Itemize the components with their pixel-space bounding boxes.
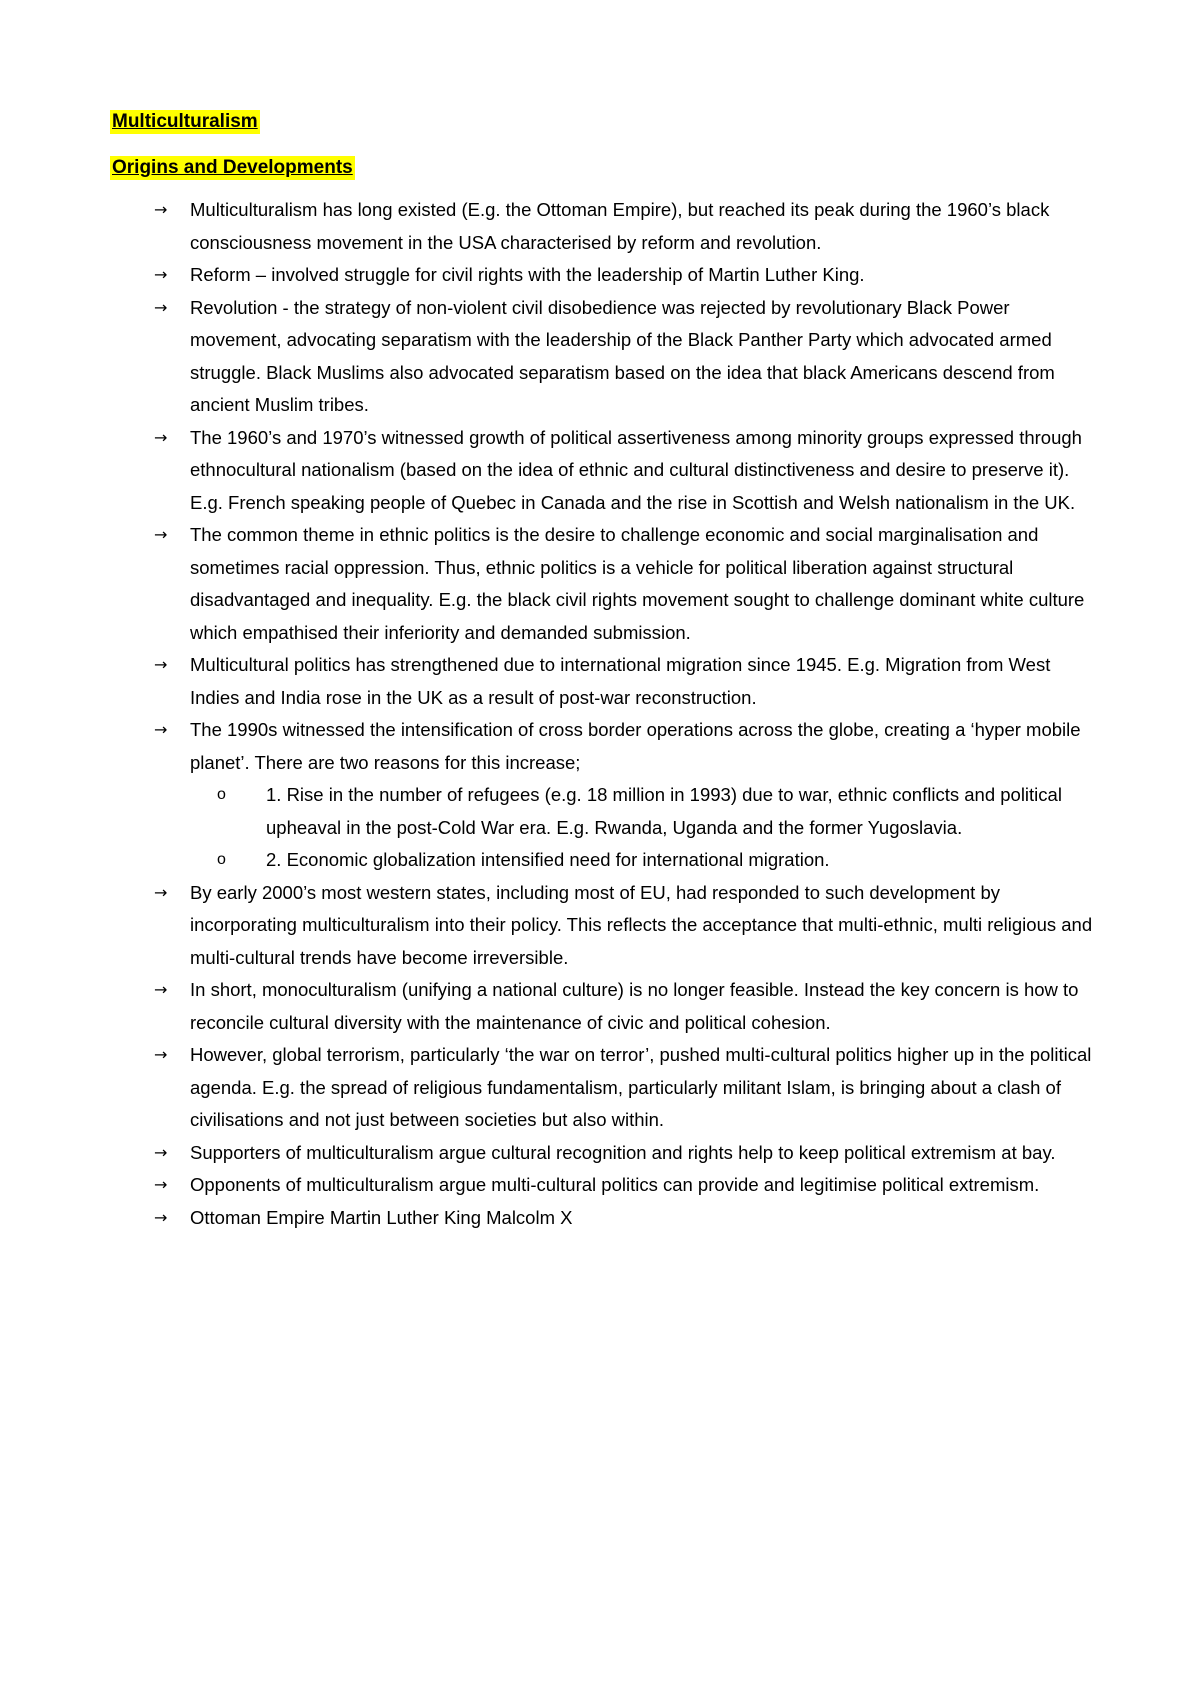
list-item-text: Reform – involved struggle for civil rights with the leadership of Martin Luther King. bbox=[190, 264, 865, 285]
arrow-bullet-icon: → bbox=[154, 525, 168, 544]
arrow-bullet-icon: → bbox=[154, 265, 168, 284]
list-item bbox=[110, 649, 1100, 714]
arrow-bullet-icon: → bbox=[154, 1175, 168, 1194]
circle-bullet-icon: o bbox=[217, 851, 226, 868]
arrow-bullet-icon: → bbox=[154, 297, 168, 317]
list-item bbox=[110, 259, 1100, 292]
arrow-bullet-icon: → bbox=[154, 980, 168, 999]
list-item bbox=[110, 877, 1100, 975]
arrow-bullet-icon: → bbox=[154, 427, 168, 447]
arrow-bullet-icon: → bbox=[154, 1045, 168, 1064]
list-item-text: Multiculturalism has long existed (E.g. the Ottoman Empire), but reached its peak during the 1960’s black consciousness movement in the USA characterised by reform and revolution. bbox=[190, 199, 1050, 253]
arrow-bullet-icon: → bbox=[154, 1142, 168, 1162]
list-item bbox=[110, 1039, 1100, 1137]
arrow-bullet-icon: → bbox=[154, 1207, 168, 1227]
list-item-text: In short, monoculturalism (unifying a national culture) is no longer feasible. Instead the key concern is how to reconcile cultural diversity with the maintenance of civic and political cohesion. bbox=[190, 979, 1079, 1033]
document-content bbox=[110, 110, 1100, 1234]
sub-list-item bbox=[190, 779, 1100, 844]
list-item-text: Multicultural politics has strengthened due to international migration since 1945. E.g. Migration from West Indies and India rose in the UK as a result of post-war reconstruction. bbox=[190, 654, 1051, 708]
list-item-text: Revolution - the strategy of non-violent civil disobedience was rejected by revolutionary Black Power movement, advocating separatism with the leadership of the Black Panther Party which advocated armed struggle. Black Muslims also advocated separatism based on the idea that black Americans descend from ancient Muslim tribes. bbox=[190, 296, 1055, 415]
bullet-list bbox=[110, 194, 1100, 1234]
list-item-text: Ottoman Empire Martin Luther King Malcolm X bbox=[190, 1206, 573, 1228]
list-item bbox=[110, 1169, 1100, 1202]
arrow-bullet-icon: → bbox=[154, 882, 168, 902]
sub-list-item-text: 2. Economic globalization intensified need for international migration. bbox=[266, 849, 830, 870]
list-item bbox=[110, 292, 1100, 422]
list-item bbox=[110, 519, 1100, 649]
list-item bbox=[110, 974, 1100, 1039]
circle-bullet-icon: o bbox=[217, 786, 226, 803]
section-heading: Origins and Developments bbox=[112, 157, 353, 178]
list-item bbox=[110, 714, 1100, 877]
list-item-text: The 1990s witnessed the intensification of cross border operations across the globe, creating a ‘hyper mobile planet’. There are two reasons for this increase; bbox=[190, 719, 1081, 773]
list-item-text: By early 2000’s most western states, including most of EU, had responded to such development by incorporating multiculturalism into their policy. This reflects the acceptance that multi-ethnic, multi religious and multi-cultural trends have become irreversible. bbox=[190, 881, 1093, 968]
list-item bbox=[110, 422, 1100, 520]
list-item bbox=[110, 194, 1100, 259]
list-item-text: Supporters of multiculturalism argue cultural recognition and rights help to keep political extremism at bay. bbox=[190, 1141, 1056, 1163]
sub-list-item-text: 1. Rise in the number of refugees (e.g. 18 million in 1993) due to war, ethnic conflicts and political upheaval in the post-Cold War era. E.g. Rwanda, Uganda and the former Yugoslavia. bbox=[266, 784, 1062, 838]
list-item bbox=[110, 1202, 1100, 1235]
list-item-text: The common theme in ethnic politics is the desire to challenge economic and social marginalisation and sometimes racial oppression. Thus, ethnic politics is a vehicle for political liberation against structural disadvantaged and inequality. E.g. the black civil rights movement sought to challenge dominant white culture which empathised their inferiority and demanded submission. bbox=[190, 524, 1085, 643]
arrow-bullet-icon: → bbox=[154, 720, 168, 739]
arrow-bullet-icon: → bbox=[154, 200, 168, 219]
document-title: Multiculturalism bbox=[112, 111, 258, 132]
list-item-text: However, global terrorism, particularly ‘the war on terror’, pushed multi-cultural politics higher up in the political agenda. E.g. the spread of religious fundamentalism, particularly militant Islam, is bringing about a clash of civilisations and not just between societies but also within. bbox=[190, 1044, 1092, 1130]
list-item bbox=[110, 1137, 1100, 1170]
list-item-text: Opponents of multiculturalism argue multi-cultural politics can provide and legitimise political extremism. bbox=[190, 1174, 1040, 1195]
sub-bullet-list bbox=[190, 779, 1100, 877]
list-item-text: The 1960’s and 1970’s witnessed growth of political assertiveness among minority groups expressed through ethnocultural nationalism (based on the idea of ethnic and cultural distinctiveness and desire to preserve it). E.g. French speaking people of Quebec in Canada and the rise in Scottish and Welsh nationalism in the UK. bbox=[190, 426, 1082, 513]
arrow-bullet-icon: → bbox=[154, 655, 168, 674]
sub-list-item bbox=[190, 844, 1100, 877]
